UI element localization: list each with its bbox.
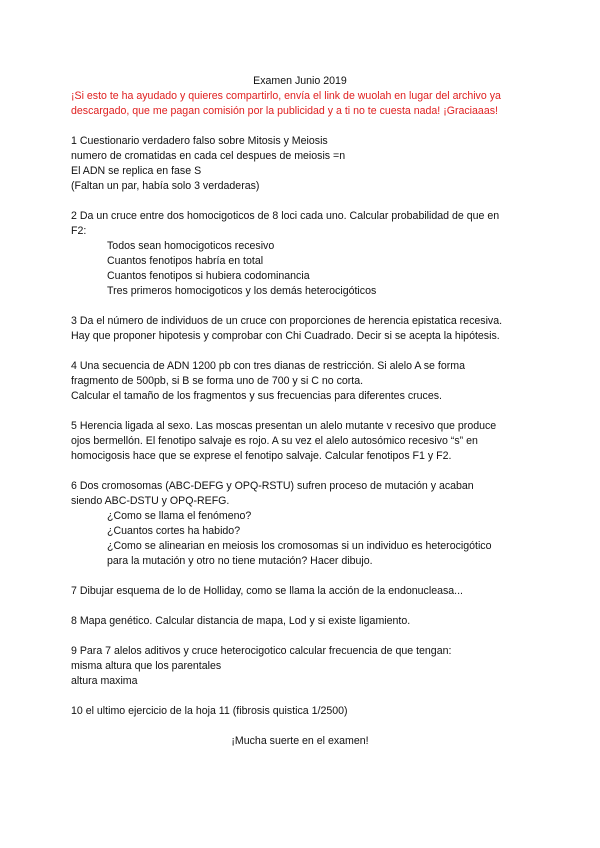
document-title: Examen Junio 2019 [253,75,347,87]
question-6-item: para la mutación y otro no tiene mutación? Hacer dibujo. [107,555,373,567]
question-6-line: siendo ABC-DSTU y OPQ-REFG. [71,495,230,507]
question-9-heading: 9 Para 7 alelos aditivos y cruce heterocigotico calcular frecuencia de que tengan: [71,645,452,657]
question-6-item: ¿Como se llama el fenómeno? [107,510,252,522]
question-1-line: El ADN se replica en fase S [71,165,202,177]
question-2-item: Tres primeros homocigoticos y los demás heterocigóticos [107,285,377,297]
question-10-heading: 10 el ultimo ejercicio de la hoja 11 (fibrosis quistica 1/2500) [71,705,348,717]
question-3-line: Hay que proponer hipotesis y comprobar con Chi Cuadrado. Decir si se acepta la hipótesis. [71,330,500,342]
question-2-line: F2: [71,225,87,237]
question-9-line: misma altura que los parentales [71,660,222,672]
question-6-item: ¿Como se alinearian en meiosis los cromosomas si un individuo es heterocigótico [107,540,492,552]
question-7-heading: 7 Dibujar esquema de lo de Holliday, como se llama la acción de la endonucleasa... [71,585,463,597]
question-4-line: Calcular el tamaño de los fragmentos y sus frecuencias para diferentes cruces. [71,390,442,402]
question-9-line: altura maxima [71,675,138,687]
question-4-line: fragmento de 500pb, si B se forma uno de 700 y si C no corta. [71,375,364,387]
question-5-heading: 5 Herencia ligada al sexo. Las moscas presentan un alelo mutante v recesivo que produce [71,420,497,432]
question-5-line: homocigosis hace que se exprese el fenotipo salvaje. Calcular fenotipos F1 y F2. [71,450,452,462]
question-3-heading: 3 Da el número de individuos de un cruce con proporciones de herencia epistatica recesiva. [71,315,503,327]
question-6-item: ¿Cuantos cortes ha habido? [107,525,241,537]
question-2-item: Cuantos fenotipos habría en total [107,255,264,267]
question-5-line: ojos bermellón. El fenotipo salvaje es rojo. A su vez el alelo autosómico recesivo “s” en [71,435,478,447]
question-4-heading: 4 Una secuencia de ADN 1200 pb con tres dianas de restricción. Si alelo A se forma [71,360,465,372]
question-1-line: (Faltan un par, había solo 3 verdaderas) [71,180,260,192]
question-8-heading: 8 Mapa genético. Calcular distancia de mapa, Lod y si existe ligamiento. [71,615,411,627]
question-6-heading: 6 Dos cromosomas (ABC-DEFG y OPQ-RSTU) sufren proceso de mutación y acaban [71,480,474,492]
closing-message: ¡Mucha suerte en el examen! [231,735,369,747]
promo-line-2: descargado, que me pagan comisión por la publicidad y a ti no te cuesta nada! ¡Graciaaas! [71,105,498,117]
question-1-line: numero de cromatidas en cada cel despues de meiosis =n [71,150,346,162]
question-2-item: Cuantos fenotipos si hubiera codominancia [107,270,310,282]
promo-line-1: ¡Si esto te ha ayudado y quieres compartirlo, envía el link de wuolah en lugar del archivo ya [71,90,501,102]
question-2-item: Todos sean homocigoticos recesivo [107,240,275,252]
question-1-heading: 1 Cuestionario verdadero falso sobre Mitosis y Meiosis [71,135,328,147]
question-2-heading: 2 Da un cruce entre dos homocigoticos de 8 loci cada uno. Calcular probabilidad de que en [71,210,500,222]
